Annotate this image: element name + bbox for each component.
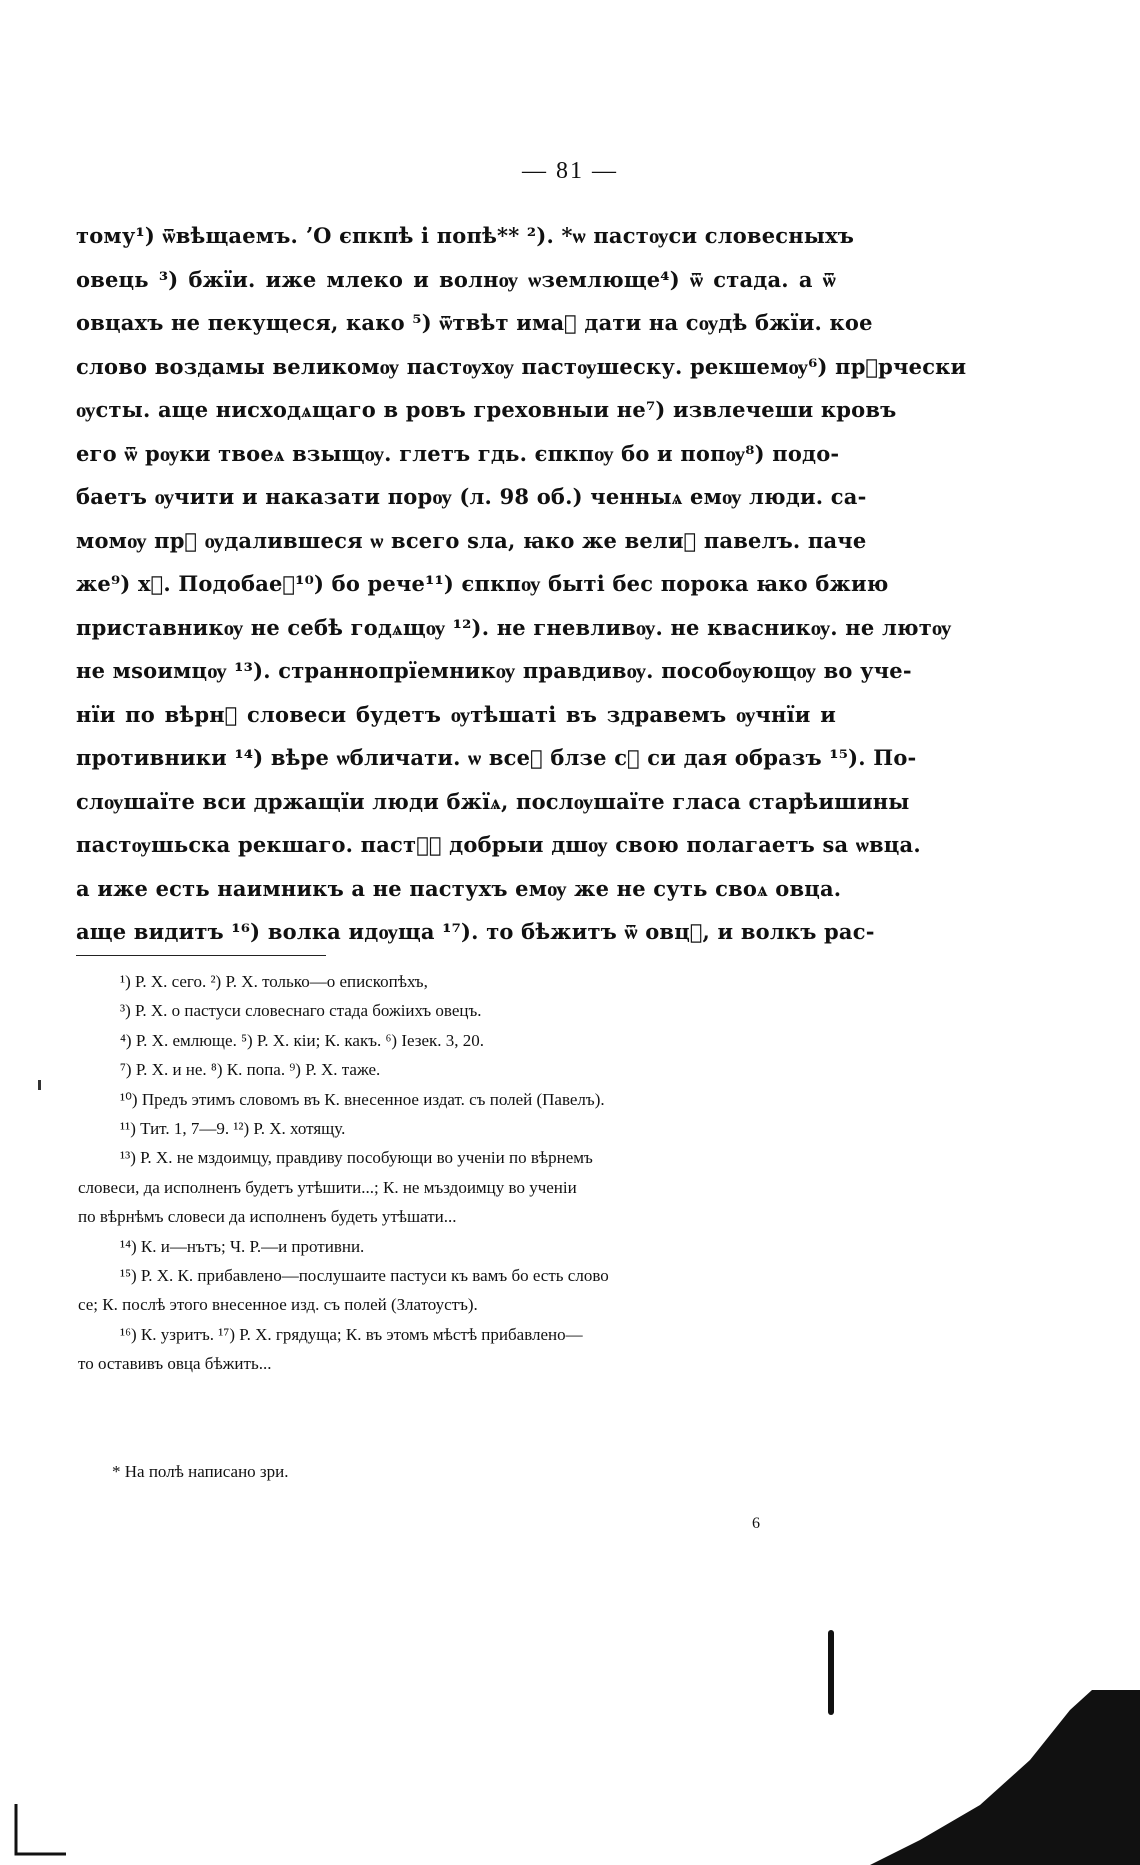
- footnote-line: по вѣрнѣмъ словеси да исполненъ будеть утѣшати...: [78, 1207, 457, 1227]
- footnote-line: ¹¹) Тит. 1, 7—9. ¹²) Р. Х. хотящу.: [120, 1118, 346, 1138]
- footnote-line: ¹) Р. Х. сего. ²) Р. Х. только—о епископѣхъ,: [120, 972, 428, 991]
- footnote-line: ¹⁰) Предъ этимъ словомъ въ К. внесенное издат. съ полей (Павелъ).: [120, 1089, 605, 1109]
- text-line: момѹ прⷷ ѹдалившеся ѡ всего ѕла, ꙗко же велиⷨ павелъ. паче: [76, 527, 867, 553]
- footnote-line: словеси, да исполненъ будетъ утѣшити...; К. не мъздоимцу во ученіи: [78, 1177, 577, 1197]
- corner-shadow-shape: [870, 1690, 1140, 1865]
- margin-speck: [38, 1080, 41, 1090]
- text-line: не мѕоимцѹ ¹³). страннопрїемникѹ правдивѹ. пособѹющѹ во уче-: [76, 658, 912, 683]
- footnote-line: то оставивъ овца бѣжить...: [78, 1354, 272, 1374]
- text-line: аще видитъ ¹⁶) волка идѹща ¹⁷). то бѣжитъ ѿ овцⷶ, и волкъ рас-: [76, 919, 875, 944]
- text-line: овець ³) бжїи. иже млеко и волнѹ ѡземлюще⁴) ѿ стада. а ѿ: [76, 266, 836, 292]
- footnotes: [78, 967, 840, 1378]
- text-line: противники ¹⁴) вѣре ѡбличати. ѡ всеⷷ блзе сⷶ си дая образъ ¹⁵). По-: [76, 745, 917, 770]
- bottom-left-corner-mark: [10, 1800, 70, 1860]
- text-line: овцахъ не пекущеся, како ⁵) ѿтвѣт имаⷮ дати на сѹдѣ бжїи. кое: [76, 310, 873, 335]
- text-line: его ѿ рѹки твоеѧ взыщѹ. глетъ гдь. єпкпѹ бо и попѹ⁸) подо-: [76, 440, 840, 466]
- text-line: слѹшаїте вси држащїи люди бжїѧ, послѹшаїте гласа старѣишины: [76, 788, 910, 814]
- footnote-line: ⁷) Р. Х. и не. ⁸) К. попа. ⁹) Р. Х. таже.: [120, 1060, 381, 1080]
- footnote-line: ¹³) Р. Х. не мздоимцу, правдиву пособующи во ученіи по вѣрнемъ: [120, 1148, 593, 1168]
- footnote-line: ¹⁵) Р. Х. К. прибавлено—послушаите пастуси къ вамъ бо есть слово: [120, 1265, 609, 1285]
- corner-bracket: [16, 1804, 66, 1854]
- footnote-line: ³) Р. Х. о пастуси словеснаго стада божіихъ овецъ.: [120, 1001, 482, 1021]
- text-line: нїи по вѣрнⷷ словеси будетъ ѹтѣшаті въ здравемъ ѹчнїи и: [76, 701, 836, 727]
- text-line: тому¹) ѿвѣщаемъ. ʼО єпкпѣ і попѣ** ²). *ѡ пастѹси словесныхъ: [76, 223, 855, 248]
- text-line: слово воздамы великомѹ пастѹхѹ пастѹшеску. рекшемѹ⁶) прⷪрчески: [76, 353, 967, 379]
- page-corner-shadow: [830, 1690, 1140, 1865]
- text-line: баетъ ѹчити и наказати порѹ (л. 98 об.) ченныѧ емѹ люди. са-: [76, 484, 867, 509]
- text-line: же⁹) хⷭ. Подобаеⷮ¹⁰) бо рече¹¹) єпкпѹ быті бес порока ꙗко бжию: [76, 571, 889, 596]
- footnote-line: ¹⁴) К. и—нътъ; Ч. Р.—и противни.: [120, 1236, 365, 1256]
- text-line: пастѹшьска рекшаго. пастѹⷯ добрыи дшѹ свою полагаетъ ѕа ѡвца.: [76, 832, 921, 857]
- footnote-separator: [76, 955, 326, 956]
- footnote-line: се; К. послѣ этого внесенное изд. съ полей (Златоустъ).: [78, 1295, 478, 1315]
- margin-note: * На полѣ написано зри.: [112, 1462, 289, 1481]
- footnote-line: ⁴) Р. Х. емлюще. ⁵) Р. Х. кіи; К. какъ. ⁶) Іезек. 3, 20.: [120, 1030, 485, 1050]
- main-text: [76, 214, 967, 954]
- page-number: — 81 —: [522, 158, 618, 184]
- text-line: приставникѹ не себѣ годѧщѹ ¹²). не гневливѹ. не квасникѹ. не лютѹ: [76, 614, 952, 640]
- footnote-line: ¹⁶) К. узритъ. ¹⁷) Р. Х. грядуща; К. въ этомъ мѣстѣ прибавлено—: [120, 1324, 583, 1344]
- text-line: ѹсты. аще нисходѧщаго в ровъ греховныи не⁷) извлечеши кровъ: [76, 397, 897, 422]
- signature-mark: 6: [752, 1515, 760, 1532]
- text-line: а иже есть наимникъ а не пастухъ емѹ же не суть своѧ овца.: [76, 875, 842, 901]
